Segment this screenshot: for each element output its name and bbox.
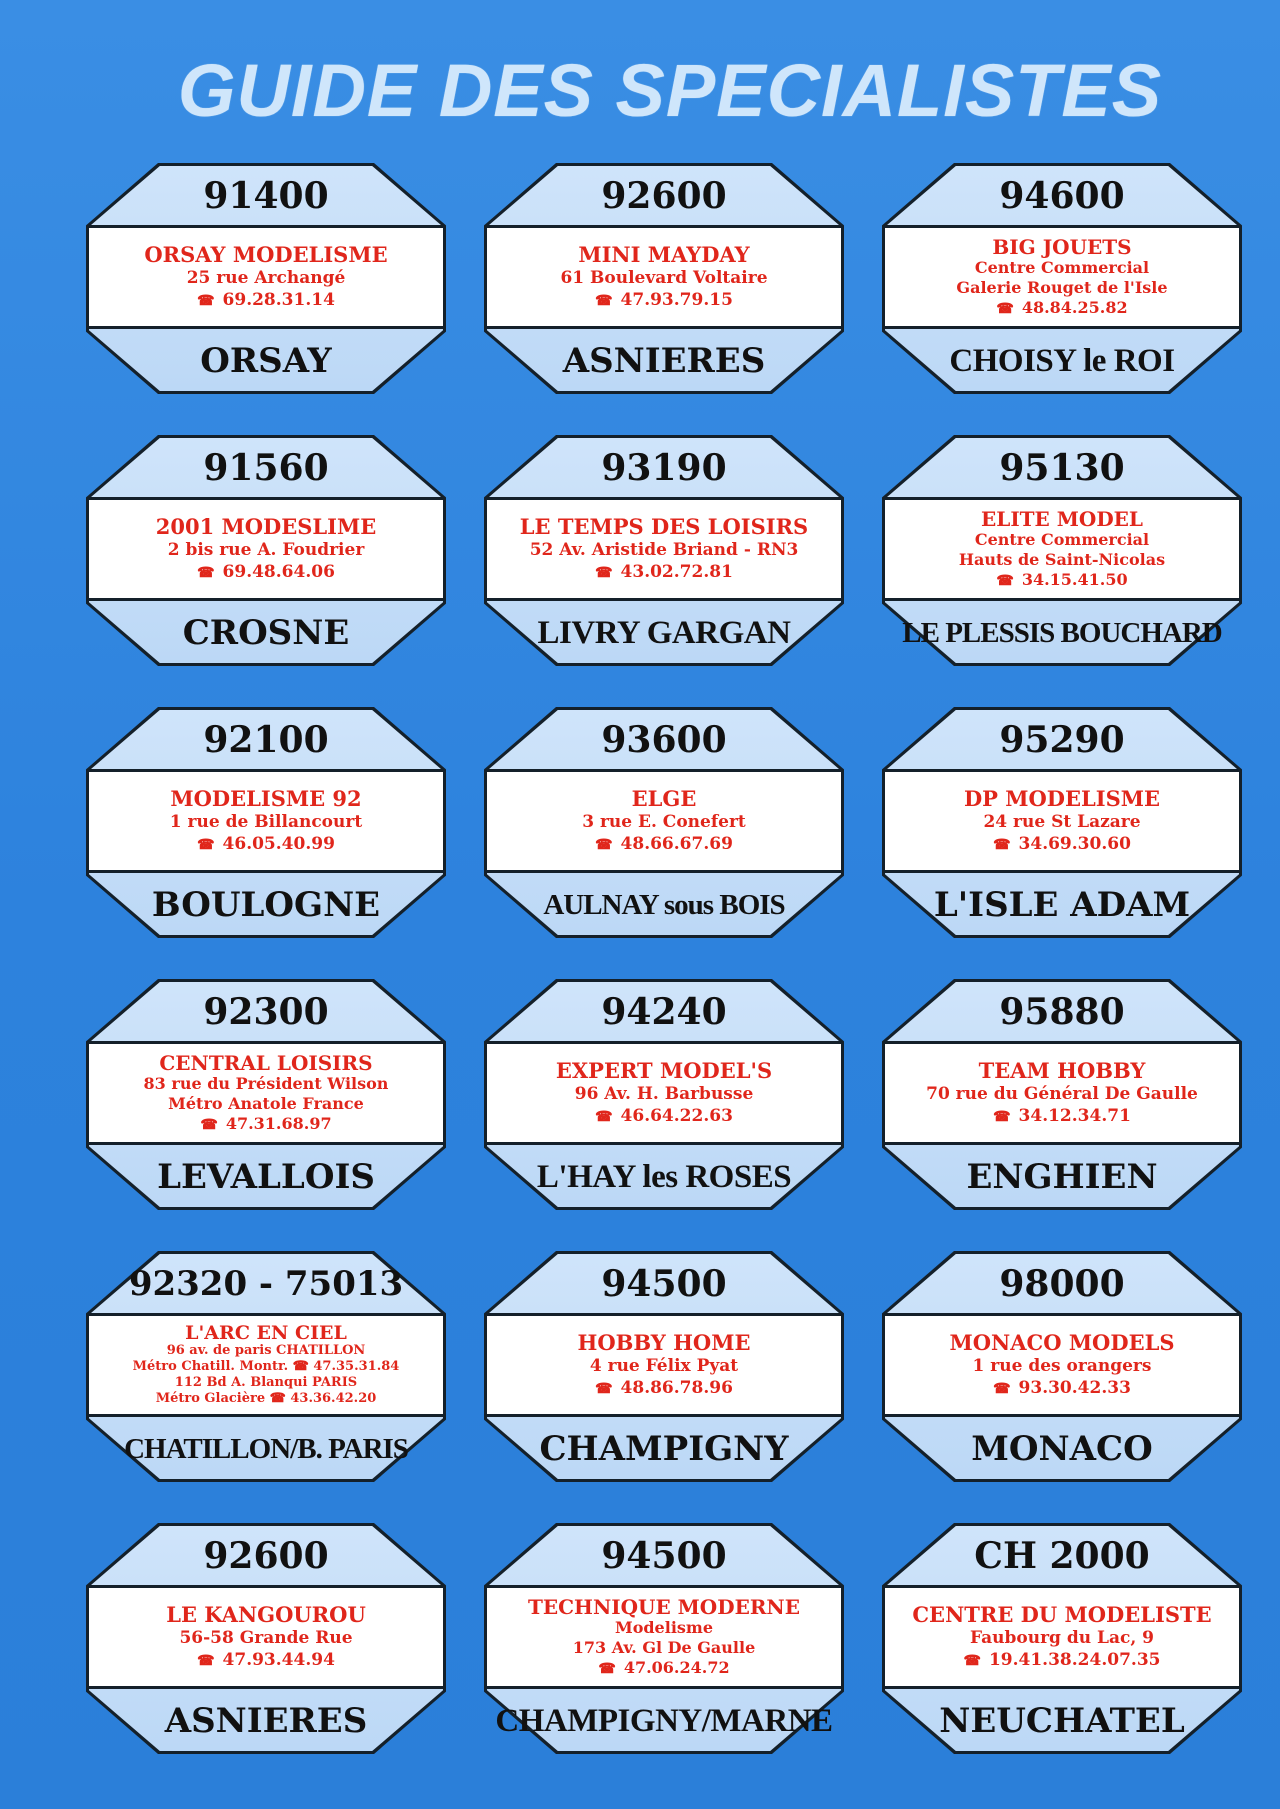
shop-address-line: 24 rue St Lazare: [983, 812, 1141, 832]
city-name: ASNIERES: [562, 341, 766, 381]
shop-phone: [993, 1105, 1131, 1128]
city-name: BOULOGNE: [151, 885, 381, 925]
city-name: AULNAY sous BOIS: [543, 889, 785, 921]
shop-info-band: [487, 225, 841, 329]
shop-phone: [595, 1377, 733, 1400]
phone-number: 46.05.40.99: [222, 834, 335, 854]
shop-name: ELITE MODEL: [981, 506, 1143, 531]
telephone-icon: ☎: [197, 565, 215, 581]
city-name: L'ISLE ADAM: [933, 885, 1191, 925]
specialist-card: [484, 979, 844, 1210]
shop-info-band: [487, 769, 841, 873]
telephone-icon: ☎: [595, 293, 613, 309]
city-name: LEVALLOIS: [157, 1157, 375, 1197]
shop-address-line: 83 rue du Président Wilson: [143, 1073, 389, 1093]
postal-code: 98000: [999, 1263, 1125, 1305]
shop-phone: [598, 1658, 729, 1679]
specialist-card: [882, 1523, 1242, 1754]
specialist-card: [86, 1251, 446, 1482]
shop-name: CENTRE DU MODELISTE: [912, 1602, 1212, 1627]
city-name: CHAMPIGNY/MARNE: [495, 1703, 833, 1739]
shop-name: LE TEMPS DES LOISIRS: [519, 514, 809, 539]
city-name: NEUCHATEL: [939, 1701, 1185, 1741]
telephone-icon: ☎: [595, 837, 613, 853]
shop-phone: [595, 289, 733, 312]
specialist-card: [882, 1251, 1242, 1482]
shop-name: CENTRAL LOISIRS: [159, 1050, 373, 1075]
shop-phone: [993, 833, 1131, 856]
phone-number: 47.93.79.15: [620, 290, 733, 310]
telephone-icon: ☎: [993, 837, 1011, 853]
telephone-icon: ☎: [200, 1116, 218, 1133]
shop-info-band: [487, 1313, 841, 1417]
phone-number: 47.31.68.97: [225, 1113, 332, 1133]
postal-code: 94600: [999, 175, 1125, 217]
shop-phone: [993, 1377, 1131, 1400]
phone-number: 47.93.44.94: [222, 1650, 335, 1670]
telephone-icon: ☎: [993, 1381, 1011, 1397]
postal-code: 92600: [203, 1535, 329, 1577]
city-name: MONACO: [971, 1429, 1153, 1469]
phone-number: 93.30.42.33: [1018, 1378, 1131, 1398]
shop-address-line: 1 rue de Billancourt: [169, 812, 363, 832]
telephone-icon: ☎: [595, 1109, 613, 1125]
specialist-card: [484, 435, 844, 666]
shop-phone: [996, 298, 1127, 319]
shop-phone: [964, 1649, 1161, 1672]
shop-name: BIG JOUETS: [992, 234, 1132, 259]
shop-address-line: Modelisme: [614, 1617, 714, 1637]
shop-name: L'ARC EN CIEL: [185, 1322, 347, 1344]
telephone-icon: ☎: [963, 1653, 981, 1669]
city-name: ENGHIEN: [966, 1157, 1158, 1197]
city-name: LE PLESSIS BOUCHARD: [902, 617, 1222, 649]
shop-address-line: Métro Glacière ☎ 43.36.42.20: [155, 1391, 377, 1406]
postal-code: 93190: [601, 447, 727, 489]
shop-address-line: 61 Boulevard Voltaire: [560, 268, 768, 288]
shop-info-band: [89, 1585, 443, 1689]
page-title: GUIDE DES SPECIALISTES: [177, 49, 1163, 132]
postal-code: 95290: [999, 719, 1125, 761]
specialist-card: [882, 435, 1242, 666]
phone-number: 34.69.30.60: [1018, 834, 1131, 854]
shop-address-line: 70 rue du Général De Gaulle: [926, 1084, 1198, 1104]
shop-address-line: Métro Anatole France: [168, 1093, 364, 1113]
phone-number: 48.84.25.82: [1021, 297, 1128, 317]
shop-phone: [595, 1105, 733, 1128]
postal-code: 91400: [203, 175, 329, 217]
shop-info-band: [487, 1585, 841, 1689]
phone-number: 19.41.38.24.07.35: [988, 1650, 1161, 1670]
shop-info-band: [89, 1313, 443, 1417]
city-name: CHAMPIGNY: [539, 1429, 789, 1469]
shop-info-band: [885, 1041, 1239, 1145]
postal-code: 95880: [999, 991, 1125, 1033]
shop-address-line: Métro Chatill. Montr. ☎ 47.35.31.84: [132, 1359, 400, 1374]
shop-name: HOBBY HOME: [577, 1330, 751, 1355]
shop-address-line: 56-58 Grande Rue: [179, 1628, 353, 1648]
shop-address-line: 112 Bd A. Blanqui PARIS: [174, 1375, 358, 1390]
city-name: ASNIERES: [164, 1701, 368, 1741]
postal-code: 94500: [601, 1263, 727, 1305]
specialist-card: [882, 707, 1242, 938]
shop-phone: [197, 561, 335, 584]
specialist-card: [86, 707, 446, 938]
specialist-card: [484, 1523, 844, 1754]
shop-name: MODELISME 92: [170, 786, 362, 811]
city-name: CHATILLON/B. PARIS: [124, 1433, 408, 1465]
shop-address-line: Centre Commercial: [974, 529, 1150, 549]
postal-code: 92100: [203, 719, 329, 761]
phone-number: 34.12.34.71: [1018, 1106, 1131, 1126]
shop-info-band: [885, 225, 1239, 329]
shop-name: MINI MAYDAY: [578, 242, 750, 267]
specialist-card: [86, 435, 446, 666]
postal-code: 93600: [601, 719, 727, 761]
postal-code: CH 2000: [974, 1535, 1150, 1577]
shop-name: MONACO MODELS: [949, 1330, 1175, 1355]
postal-code: 92320 - 75013: [128, 1264, 404, 1304]
specialist-card: [86, 979, 446, 1210]
shop-phone: [197, 289, 335, 312]
shop-phone: [595, 833, 733, 856]
postal-code: 91560: [203, 447, 329, 489]
city-name: ORSAY: [200, 341, 332, 381]
shop-info-band: [885, 1313, 1239, 1417]
shop-name: ORSAY MODELISME: [144, 242, 388, 267]
shop-address-line: 25 rue Archangé: [186, 268, 346, 288]
postal-code: 92600: [601, 175, 727, 217]
phone-number: 47.06.24.72: [623, 1657, 730, 1677]
shop-address-line: 4 rue Félix Pyat: [589, 1356, 739, 1376]
telephone-icon: ☎: [197, 293, 215, 309]
shop-address-line: 1 rue des orangers: [972, 1356, 1152, 1376]
telephone-icon: ☎: [996, 300, 1014, 317]
shop-name: LE KANGOUROU: [166, 1602, 366, 1627]
shop-name: ELGE: [631, 786, 697, 811]
shop-info-band: [89, 1041, 443, 1145]
phone-number: 69.48.64.06: [222, 562, 335, 582]
shop-info-band: [885, 497, 1239, 601]
shop-info-band: [89, 769, 443, 873]
phone-number: 43.02.72.81: [620, 562, 733, 582]
telephone-icon: ☎: [197, 1653, 215, 1669]
postal-code: 94500: [601, 1535, 727, 1577]
city-name: CHOISY le ROI: [949, 343, 1175, 379]
postal-code: 92300: [203, 991, 329, 1033]
shop-info-band: [487, 1041, 841, 1145]
city-name: L'HAY les ROSES: [536, 1159, 792, 1195]
shop-info-band: [885, 769, 1239, 873]
telephone-icon: ☎: [993, 1109, 1011, 1125]
city-name: LIVRY GARGAN: [537, 615, 791, 651]
shop-address-line: 52 Av. Aristide Briand - RN3: [529, 540, 799, 560]
telephone-icon: ☎: [197, 837, 215, 853]
shop-address-line: Hauts de Saint-Nicolas: [958, 549, 1166, 569]
shop-phone: [197, 1649, 335, 1672]
postal-code: 94240: [601, 991, 727, 1033]
shop-phone: [197, 833, 335, 856]
specialist-card: [484, 707, 844, 938]
shop-address-line: Galerie Rouget de l'Isle: [956, 277, 1168, 297]
telephone-icon: ☎: [996, 572, 1014, 589]
postal-code: 95130: [999, 447, 1125, 489]
specialist-card: [882, 163, 1242, 394]
shop-address-line: 3 rue E. Conefert: [582, 812, 746, 832]
phone-number: 34.15.41.50: [1021, 569, 1128, 589]
phone-number: 46.64.22.63: [620, 1106, 733, 1126]
shop-name: DP MODELISME: [963, 786, 1161, 811]
phone-number: 48.86.78.96: [620, 1378, 733, 1398]
specialist-grid: [86, 163, 1242, 1754]
shop-info-band: [487, 497, 841, 601]
shop-info-band: [885, 1585, 1239, 1689]
specialist-card: [882, 979, 1242, 1210]
telephone-icon: ☎: [595, 565, 613, 581]
shop-phone: [595, 561, 733, 584]
telephone-icon: ☎: [598, 1660, 616, 1677]
shop-name: TECHNIQUE MODERNE: [528, 1594, 800, 1619]
shop-name: EXPERT MODEL'S: [555, 1058, 773, 1083]
shop-info-band: [89, 497, 443, 601]
shop-name: 2001 MODESLIME: [155, 514, 377, 539]
shop-address-line: 96 av. de paris CHATILLON: [166, 1343, 366, 1358]
phone-number: 69.28.31.14: [222, 290, 335, 310]
shop-address-line: 2 bis rue A. Foudrier: [167, 540, 365, 560]
shop-info-band: [89, 225, 443, 329]
specialist-card: [86, 1523, 446, 1754]
city-name: CROSNE: [182, 613, 350, 653]
shop-phone: [200, 1114, 331, 1135]
specialist-card: [86, 163, 446, 394]
shop-address-line: Faubourg du Lac, 9: [969, 1628, 1154, 1648]
specialist-card: [484, 1251, 844, 1482]
shop-address-line: 173 Av. Gl De Gaulle: [572, 1637, 756, 1657]
telephone-icon: ☎: [595, 1381, 613, 1397]
specialist-card: [484, 163, 844, 394]
shop-address-line: Centre Commercial: [974, 257, 1150, 277]
shop-name: TEAM HOBBY: [978, 1058, 1146, 1083]
shop-phone: [996, 570, 1127, 591]
phone-number: 48.66.67.69: [620, 834, 733, 854]
shop-address-line: 96 Av. H. Barbusse: [574, 1084, 754, 1104]
